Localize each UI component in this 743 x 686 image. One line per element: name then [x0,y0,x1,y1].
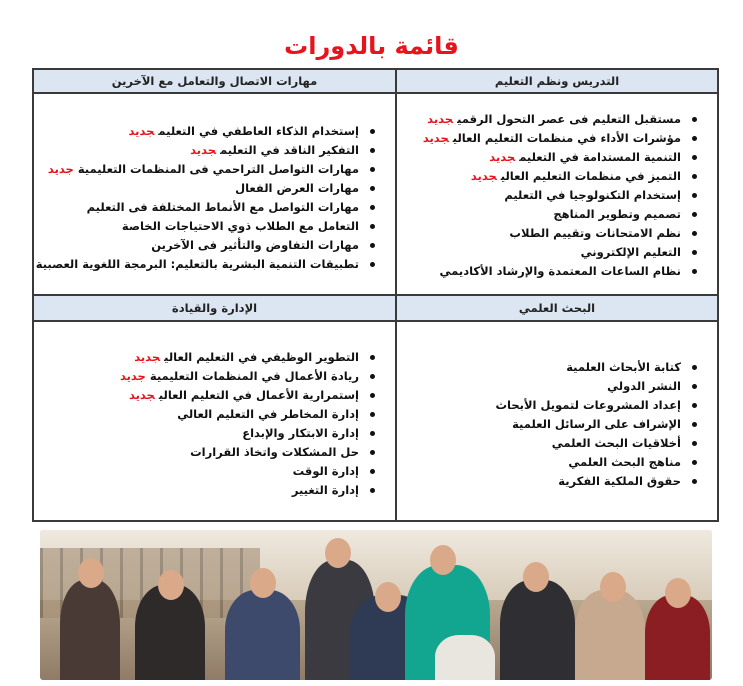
course-item-label: أخلاقيات البحث العلمي [551,436,681,450]
course-item [423,205,703,224]
course-item [120,386,381,405]
new-badge: جديد [427,112,454,126]
new-badge: جديد [489,150,516,164]
group-photo [40,530,712,680]
course-item [120,348,381,367]
person-head [78,558,104,588]
header-teaching-label: التدريس ونظم التعليم [494,74,620,88]
person-head [430,545,456,575]
course-item [423,224,703,243]
course-item [496,396,704,415]
new-badge: جديد [470,169,497,183]
teaching-list [423,110,703,281]
person-head [158,570,184,600]
new-badge: جديد [190,143,217,157]
cell-research [396,321,718,521]
course-item [423,148,703,167]
course-item-label: نظام الساعات المعتمدة والإرشاد الأكاديمي [439,264,681,278]
course-item-label: تطبيقات التنمية البشرية بالتعليم: البرمجة اللغوية العصبية [35,257,359,271]
cell-management [33,321,396,521]
course-item [36,141,381,160]
research-list [496,358,704,491]
course-item [496,453,704,472]
course-item [496,377,704,396]
course-item-label: تصميم وتطوير المناهج [553,207,681,221]
header-communication [33,69,396,93]
course-item-label: مستقبل التعليم فى عصر التحول الرقمي [457,112,681,126]
course-item [120,424,381,443]
course-item-label: مناهج البحث العلمي [568,455,681,469]
course-item-label: ريادة الأعمال في المنظمات التعليمية [149,369,359,383]
course-item [496,415,704,434]
new-badge: جديد [128,388,155,402]
course-item [120,367,381,386]
course-item [120,462,381,481]
course-item [120,443,381,462]
course-item-label: حل المشكلات واتخاذ القرارات [190,445,359,459]
course-item [423,167,703,186]
course-item-label: التعامل مع الطلاب ذوي الاحتياجات الخاصة [121,219,359,233]
new-badge: جديد [134,350,161,364]
new-badge: جديد [47,162,74,176]
course-item [423,262,703,281]
course-item [120,405,381,424]
course-item-label: نظم الامتحانات وتقييم الطلاب [509,226,681,240]
header-teaching [396,69,718,93]
course-item-label: مهارات العرض الفعال [235,181,359,195]
course-item-label: مهارات التفاوض والتأثير فى الآخرين [151,238,359,252]
new-badge: جديد [119,369,146,383]
course-item-label: النشر الدولي [607,379,681,393]
course-item [36,160,381,179]
course-item [423,186,703,205]
course-item [423,129,703,148]
course-item [36,179,381,198]
course-item [423,110,703,129]
course-item [423,243,703,262]
course-item [496,358,704,377]
person-figure [225,590,300,680]
course-item-label: كتابة الأبحاث العلمية [566,360,681,374]
communication-list [36,122,381,274]
new-badge: جديد [422,131,449,145]
course-item-label: إدارة الابتكار والإبداع [242,426,359,440]
courses-table [32,68,719,522]
person-head [600,572,626,602]
header-research-label: البحث العلمي [518,301,596,315]
management-list [120,348,381,500]
person-figure [435,635,495,680]
course-item [36,217,381,236]
header-communication-label: مهارات الاتصال والتعامل مع الآخرين [111,74,318,88]
course-item-label: إستخدام الذكاء العاطفي في التعليم [158,124,359,138]
course-item-label: إستمرارية الأعمال في التعليم العالي [158,388,359,402]
person-figure [60,580,120,680]
person-head [250,568,276,598]
header-management-label: الإدارة والقيادة [171,301,258,315]
course-item-label: التعليم الإلكتروني [580,245,681,259]
course-item-label: الإشراف على الرسائل العلمية [512,417,681,431]
course-item [36,236,381,255]
course-item-label: إدارة التغيير [291,483,359,497]
person-figure [575,590,645,680]
course-item-label: التنمية المستدامة في التعليم [519,150,681,164]
course-item [36,255,381,274]
course-item-label: إدارة المخاطر في التعليم العالي [177,407,359,421]
course-item-label: التطوير الوظيفي في التعليم العالي [164,350,359,364]
course-item-label: إدارة الوقت [292,464,359,478]
course-item-label: مؤشرات الأداء في منظمات التعليم العالي [452,131,681,145]
person-head [523,562,549,592]
course-item [36,122,381,141]
page-title: قائمة بالدورات [284,32,459,60]
course-item [36,198,381,217]
cell-teaching [396,93,718,295]
person-head [665,578,691,608]
course-item-label: مهارات التواصل التراحمي فى المنظمات التعليمية [77,162,359,176]
course-item [496,472,704,491]
person-head [325,538,351,568]
header-research [396,295,718,321]
course-item-label: التميز في منظمات التعليم العالي [500,169,681,183]
course-item-label: مهارات التواصل مع الأنماط المختلفة فى التعليم [86,200,359,214]
course-item-label: إستخدام التكنولوجيا في التعليم [504,188,681,202]
cell-communication [33,93,396,295]
header-management [33,295,396,321]
course-item [120,481,381,500]
course-item [496,434,704,453]
course-item-label: التفكير الناقد في التعليم [220,143,359,157]
person-figure [500,580,575,680]
course-item-label: إعداد المشروعات لتمويل الأبحاث [495,398,681,412]
person-head [375,582,401,612]
course-item-label: حقوق الملكية الفكرية [558,474,681,488]
new-badge: جديد [128,124,155,138]
